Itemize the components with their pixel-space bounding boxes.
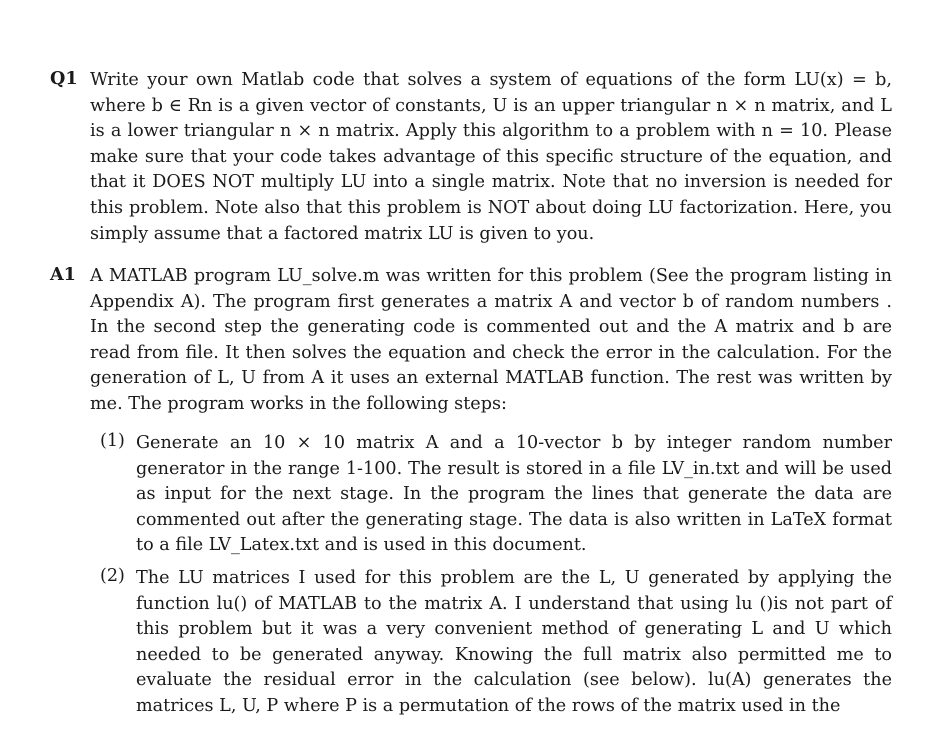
question-label: Q1 xyxy=(50,68,78,89)
question-q1 xyxy=(50,68,892,247)
step-text: The LU matrices I used for this problem are the L, U generated by applying the function lu() of MATLAB to the matrix A. I understand that using lu ()is not part of this problem but it was a very convenient method of generating L and U which needed to be generated anyway. Knowing the full matrix also permitted me to evaluate the residual error in the calculation (see below). lu(A) generates the matrices L, U, P where P is a permutation of the rows of the matrix used in the xyxy=(136,568,892,716)
step-number: (2) xyxy=(100,566,125,586)
answer-a1 xyxy=(50,264,892,418)
answer-text: A MATLAB program LU_solve.m was written for this problem (See the program listing in Appendix A). The program first generates a matrix A and vector b of random numbers . In the second step the generating code is commented out and the A matrix and b are read from file. It then solves the equation and check the error in the calculation. For the generation of L, U from A it uses an external MATLAB function. The rest was written by me. The program works in the following steps: xyxy=(90,266,892,414)
question-text: Write your own Matlab code that solves a system of equations of the form LU(x) = b, where b ∈ Rn is a given vector of constants, U is an upper triangular n × n matrix, and L is a lower triangular n × n matrix. Apply this algorithm to a problem with n = 10. Please make sure that your code takes advantage of this specific structure of the equation, and that it DOES NOT multiply LU into a single matrix. Note that no inversion is needed for this problem. Note also that this problem is NOT about doing LU factorization. Here, you simply assume that a factored matrix LU is given to you. xyxy=(90,70,892,244)
answer-label: A1 xyxy=(50,264,76,285)
step-item-2 xyxy=(100,566,892,720)
step-number: (1) xyxy=(100,431,125,451)
step-text: Generate an 10 × 10 matrix A and a 10-vector b by integer random number generator in the range 1-100. The result is stored in a file LV_in.txt and will be used as input for the next stage. In the program the lines that generate the data are commented out after the generating stage. The data is also written in LaTeX format to a file LV_Latex.txt and is used in this document. xyxy=(136,433,892,556)
step-item-1 xyxy=(100,431,892,559)
